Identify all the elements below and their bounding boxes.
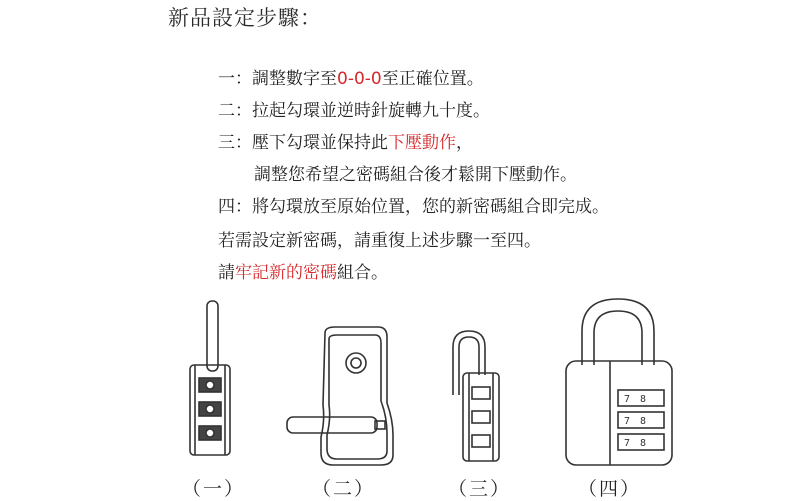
remember-note-prefix: 請 xyxy=(218,263,235,283)
dial-digit-2b: 8 xyxy=(640,416,647,427)
step-three-continued: 調整您希望之密碼組合後才鬆開下壓動作。 xyxy=(254,165,577,185)
figure-two-caption: （二） xyxy=(312,478,376,500)
instruction-title: 新品設定步驟： xyxy=(168,6,322,30)
dial-digit-3a: 7 xyxy=(624,438,631,449)
step-three xyxy=(218,128,473,153)
remember-note xyxy=(218,258,388,283)
step-one-suffix: 至正確位置。 xyxy=(381,69,484,89)
step-one-prefix: 一：調整數字至 xyxy=(218,69,337,89)
dial-digit-1b: 8 xyxy=(640,394,647,405)
figure-one-caption: （一） xyxy=(182,478,246,500)
reset-note: 若需設定新密碼，請重復上述步驟一至四。 xyxy=(218,231,541,251)
padlock-shackle-pressed-icon xyxy=(445,325,520,470)
dial-digit-3b: 8 xyxy=(640,438,647,449)
padlock-shackle-raised-icon xyxy=(180,295,250,470)
step-two: 二：拉起勾環並逆時針旋轉九十度。 xyxy=(218,101,490,121)
padlock-shackle-rotated-icon xyxy=(283,325,408,470)
step-one xyxy=(218,64,484,89)
dial-digit-1a: 7 xyxy=(624,394,631,405)
step-three-prefix: 三：壓下勾環並保持此 xyxy=(218,133,388,153)
step-one-highlight: 0-0-0 xyxy=(337,69,382,89)
remember-note-suffix: 組合。 xyxy=(337,263,388,283)
step-three-suffix: ， xyxy=(456,133,473,153)
figure-four-caption: （四） xyxy=(578,478,642,500)
figure-three-caption: （三） xyxy=(448,478,512,500)
step-three-highlight: 下壓動作 xyxy=(388,133,456,153)
remember-note-highlight: 牢記新的密碼 xyxy=(235,263,337,283)
padlock-front-view-icon xyxy=(560,295,680,473)
step-four: 四：將勾環放至原始位置，您的新密碼組合即完成。 xyxy=(218,197,609,217)
dial-digit-2a: 7 xyxy=(624,416,631,427)
